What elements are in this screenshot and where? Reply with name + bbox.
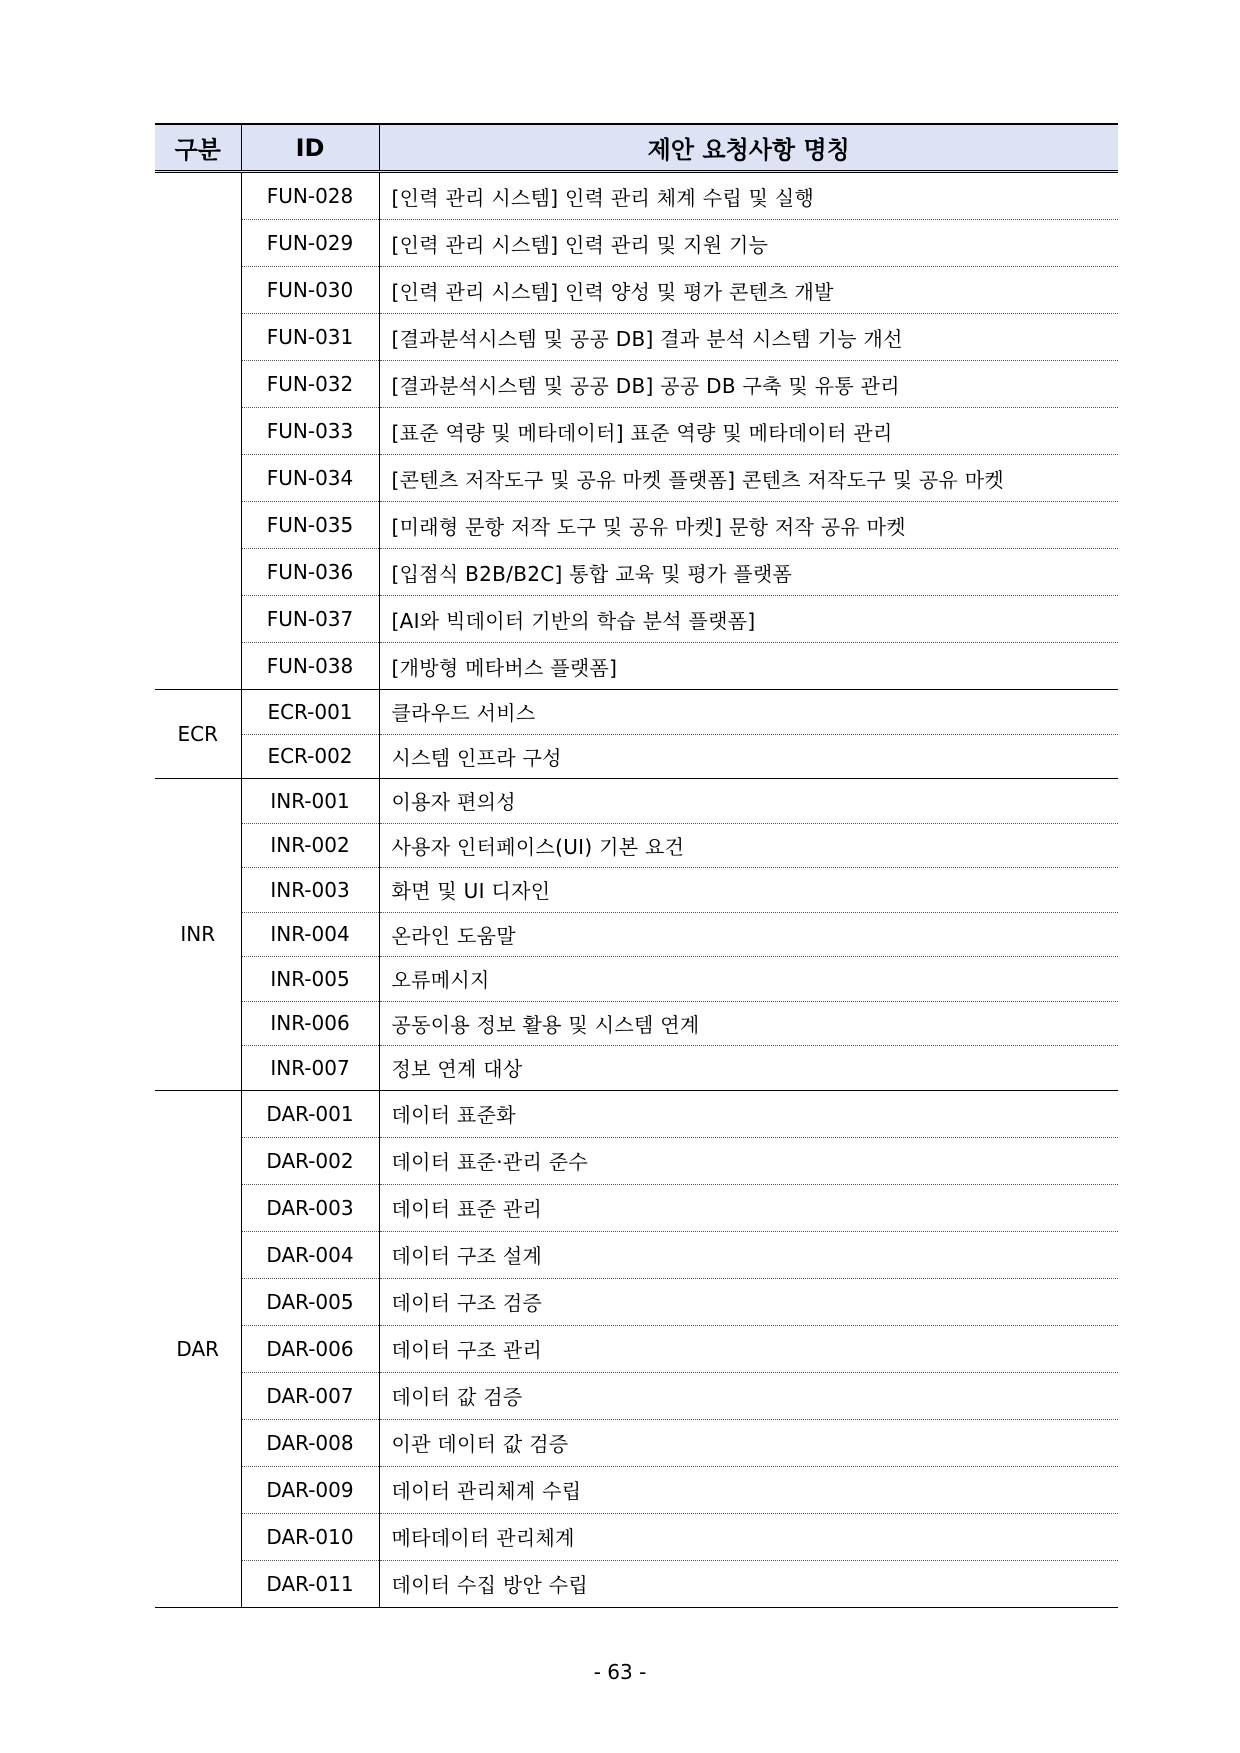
name-cell: 이관 데이터 값 검증 (379, 1419, 1118, 1466)
table-row (155, 1466, 1118, 1513)
name-cell: 시스템 인프라 구성 (379, 734, 1118, 779)
id-cell: FUN-031 (241, 314, 379, 361)
table-row (155, 1419, 1118, 1466)
name-cell: 정보 연계 대상 (379, 1046, 1118, 1091)
name-cell: 데이터 구조 관리 (379, 1325, 1118, 1372)
id-cell: INR-007 (241, 1046, 379, 1091)
name-cell: [미래형 문항 저작 도구 및 공유 마켓] 문항 저작 공유 마켓 (379, 502, 1118, 549)
name-cell: 오류메시지 (379, 957, 1118, 1002)
id-cell: FUN-036 (241, 549, 379, 596)
id-cell: DAR-008 (241, 1419, 379, 1466)
name-cell: 데이터 관리체계 수립 (379, 1466, 1118, 1513)
category-cell: DAR (155, 1090, 241, 1607)
name-cell: [AI와 빅데이터 기반의 학습 분석 플랫폼] (379, 596, 1118, 643)
name-cell: [인력 관리 시스템] 인력 관리 체계 수립 및 실행 (379, 172, 1118, 220)
table-row (155, 1513, 1118, 1560)
id-cell: DAR-003 (241, 1184, 379, 1231)
id-cell: ECR-002 (241, 734, 379, 779)
id-cell: INR-001 (241, 779, 379, 824)
name-cell: [결과분석시스템 및 공공 DB] 결과 분석 시스템 기능 개선 (379, 314, 1118, 361)
header-name: 제안 요청사항 명칭 (379, 124, 1118, 172)
header-id: ID (241, 124, 379, 172)
table-header-row (155, 124, 1118, 172)
table-row (155, 957, 1118, 1002)
table-row (155, 643, 1118, 690)
table-row (155, 912, 1118, 957)
id-cell: DAR-010 (241, 1513, 379, 1560)
id-cell: DAR-005 (241, 1278, 379, 1325)
name-cell: 데이터 값 검증 (379, 1372, 1118, 1419)
table-row (155, 1046, 1118, 1091)
id-cell: DAR-009 (241, 1466, 379, 1513)
name-cell: [콘텐츠 저작도구 및 공유 마켓 플랫폼] 콘텐츠 저작도구 및 공유 마켓 (379, 455, 1118, 502)
table-row (155, 823, 1118, 868)
id-cell: DAR-006 (241, 1325, 379, 1372)
category-cell: INR (155, 779, 241, 1091)
name-cell: 메타데이터 관리체계 (379, 1513, 1118, 1560)
table-row (155, 1231, 1118, 1278)
table-row (155, 172, 1118, 220)
table-row (155, 734, 1118, 779)
category-cell: ECR (155, 690, 241, 779)
table-row (155, 220, 1118, 267)
table-row (155, 1137, 1118, 1184)
name-cell: 온라인 도움말 (379, 912, 1118, 957)
id-cell: DAR-007 (241, 1372, 379, 1419)
table-row (155, 1184, 1118, 1231)
name-cell: 화면 및 UI 디자인 (379, 868, 1118, 913)
table-row (155, 690, 1118, 735)
table-row (155, 779, 1118, 824)
id-cell: FUN-034 (241, 455, 379, 502)
name-cell: 데이터 수집 방안 수립 (379, 1560, 1118, 1607)
id-cell: INR-006 (241, 1001, 379, 1046)
table-row (155, 596, 1118, 643)
id-cell: INR-002 (241, 823, 379, 868)
name-cell: 클라우드 서비스 (379, 690, 1118, 735)
table-row (155, 361, 1118, 408)
id-cell: DAR-004 (241, 1231, 379, 1278)
header-category: 구분 (155, 124, 241, 172)
name-cell: [개방형 메타버스 플랫폼] (379, 643, 1118, 690)
id-cell: DAR-002 (241, 1137, 379, 1184)
table-row (155, 502, 1118, 549)
id-cell: FUN-029 (241, 220, 379, 267)
id-cell: DAR-001 (241, 1090, 379, 1137)
table-row (155, 549, 1118, 596)
name-cell: 데이터 구조 설계 (379, 1231, 1118, 1278)
table-row (155, 1325, 1118, 1372)
id-cell: FUN-035 (241, 502, 379, 549)
table-row (155, 408, 1118, 455)
table-row (155, 314, 1118, 361)
id-cell: FUN-037 (241, 596, 379, 643)
id-cell: FUN-030 (241, 267, 379, 314)
name-cell: 데이터 구조 검증 (379, 1278, 1118, 1325)
name-cell: 데이터 표준 관리 (379, 1184, 1118, 1231)
name-cell: 이용자 편의성 (379, 779, 1118, 824)
name-cell: 데이터 표준·관리 준수 (379, 1137, 1118, 1184)
name-cell: 데이터 표준화 (379, 1090, 1118, 1137)
table-row (155, 868, 1118, 913)
id-cell: FUN-028 (241, 172, 379, 220)
id-cell: INR-003 (241, 868, 379, 913)
id-cell: DAR-011 (241, 1560, 379, 1607)
id-cell: FUN-032 (241, 361, 379, 408)
table-row (155, 1560, 1118, 1607)
table-row (155, 455, 1118, 502)
table-row (155, 1278, 1118, 1325)
name-cell: [표준 역량 및 메타데이터] 표준 역량 및 메타데이터 관리 (379, 408, 1118, 455)
id-cell: FUN-038 (241, 643, 379, 690)
category-cell (155, 172, 241, 690)
name-cell: [결과분석시스템 및 공공 DB] 공공 DB 구축 및 유통 관리 (379, 361, 1118, 408)
page-number: - 63 - (593, 1660, 647, 1684)
name-cell: [입점식 B2B/B2C] 통합 교육 및 평가 플랫폼 (379, 549, 1118, 596)
name-cell: 사용자 인터페이스(UI) 기본 요건 (379, 823, 1118, 868)
name-cell: 공동이용 정보 활용 및 시스템 연계 (379, 1001, 1118, 1046)
table-row (155, 1001, 1118, 1046)
table-row (155, 1090, 1118, 1137)
table-row (155, 1372, 1118, 1419)
table-body (155, 172, 1118, 1608)
table-row (155, 267, 1118, 314)
name-cell: [인력 관리 시스템] 인력 양성 및 평가 콘텐츠 개발 (379, 267, 1118, 314)
id-cell: ECR-001 (241, 690, 379, 735)
name-cell: [인력 관리 시스템] 인력 관리 및 지원 기능 (379, 220, 1118, 267)
id-cell: FUN-033 (241, 408, 379, 455)
id-cell: INR-005 (241, 957, 379, 1002)
requirements-table (155, 123, 1118, 1608)
id-cell: INR-004 (241, 912, 379, 957)
